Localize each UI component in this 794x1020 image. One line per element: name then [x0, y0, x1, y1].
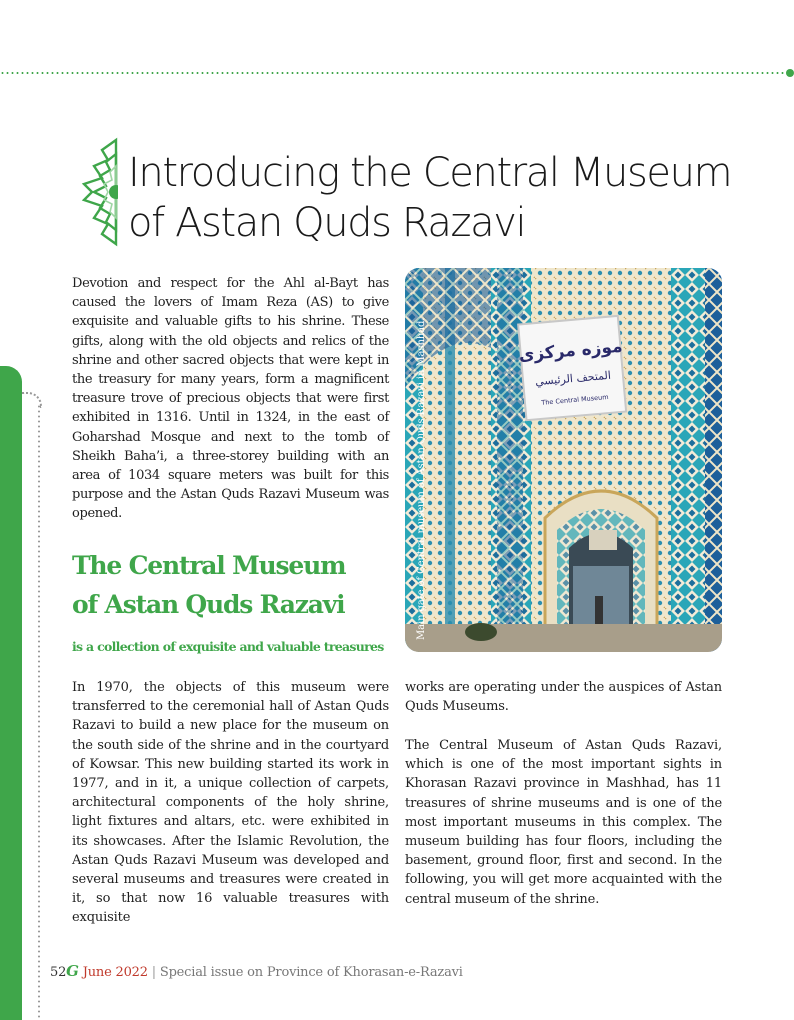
sign-line-2: المتحف الرئيسي	[534, 368, 612, 389]
body-column-right-paragraph-1: works are operating under the auspices of Astan Quds Museums.	[405, 680, 722, 715]
issue-date: June 2022	[82, 965, 148, 980]
page-title-line-1: Introducing the Central Museum	[128, 150, 732, 196]
museum-gate-photo	[405, 268, 722, 652]
section-heading	[72, 546, 392, 624]
body-column-left: In 1970, the objects of this museum were transferred to the ceremonial hall of Astan Quds Razavi to build a new place for the museum on the south side of the shrine and in the courtyard of Kowsar. This new building started its work in 1977, and in it, a unique collection of carpets, architectural components of the holy shrine, light fixtures and altars, etc. were exhibited in its showcases. After the Islamic Revolution, the Astan Quds Razavi Museum was developed and several museums and treasures were created in it, so that now 16 valuable treasures with exquisite	[72, 680, 389, 926]
intro-paragraph: Devotion and respect for the Ahl al-Bayt has caused the lovers of Imam Reza (AS) to give exquisite and valuable gifts to his shrine. These gifts, along with the old objects and relics of the shrine and other sacred objects that were kept in the treasury for many years, form a magnificent treasure trove of precious objects that were first exhibited in 1316. Until in 1324, in the east of Goharshad Mosque and next to the tomb of Sheikh Baha’i, a three-storey building with an area of 1034 square meters was built for this purpose and the Astan Quds Razavi Museum was opened.	[72, 276, 389, 522]
page-title-line-2: of Astan Quds Razavi	[128, 200, 526, 246]
photo-caption: Main gate of Central museum of Astan Quds Razavi in Mashhad.	[416, 317, 427, 640]
page-number: 52	[50, 965, 67, 980]
top-rule-end-dot	[786, 69, 794, 77]
footer-separator: |	[151, 965, 156, 980]
magazine-logo: G	[66, 962, 79, 980]
top-dotted-rule	[0, 72, 786, 74]
section-heading-line-1: The Central Museum	[72, 551, 346, 580]
star-ornament-icon	[70, 136, 118, 248]
sign-line-1: موزه مرکزی	[517, 336, 624, 366]
issue-title: Special issue on Province of Khorasan-e-Razavi	[159, 965, 463, 980]
page-footer	[50, 962, 463, 980]
body-column-right-paragraph-2: The Central Museum of Astan Quds Razavi, which is one of the most important sights in Khorasan Razavi province in Mashhad, has 11 treasures of shrine museums and is one of the most important museums in this complex. The museum building has four floors, including the basement, ground floor, first and second. In the following, you will get more acquainted with the central museum of the shrine.	[405, 738, 722, 907]
page-title	[128, 148, 748, 248]
section-subheading: is a collection of exquisite and valuable treasures	[72, 639, 384, 654]
section-heading-line-2: of Astan Quds Razavi	[72, 590, 345, 619]
sign-line-3: The Central Museum	[540, 392, 609, 407]
left-green-bar	[0, 366, 22, 1020]
left-dotted-rule	[38, 404, 40, 1020]
